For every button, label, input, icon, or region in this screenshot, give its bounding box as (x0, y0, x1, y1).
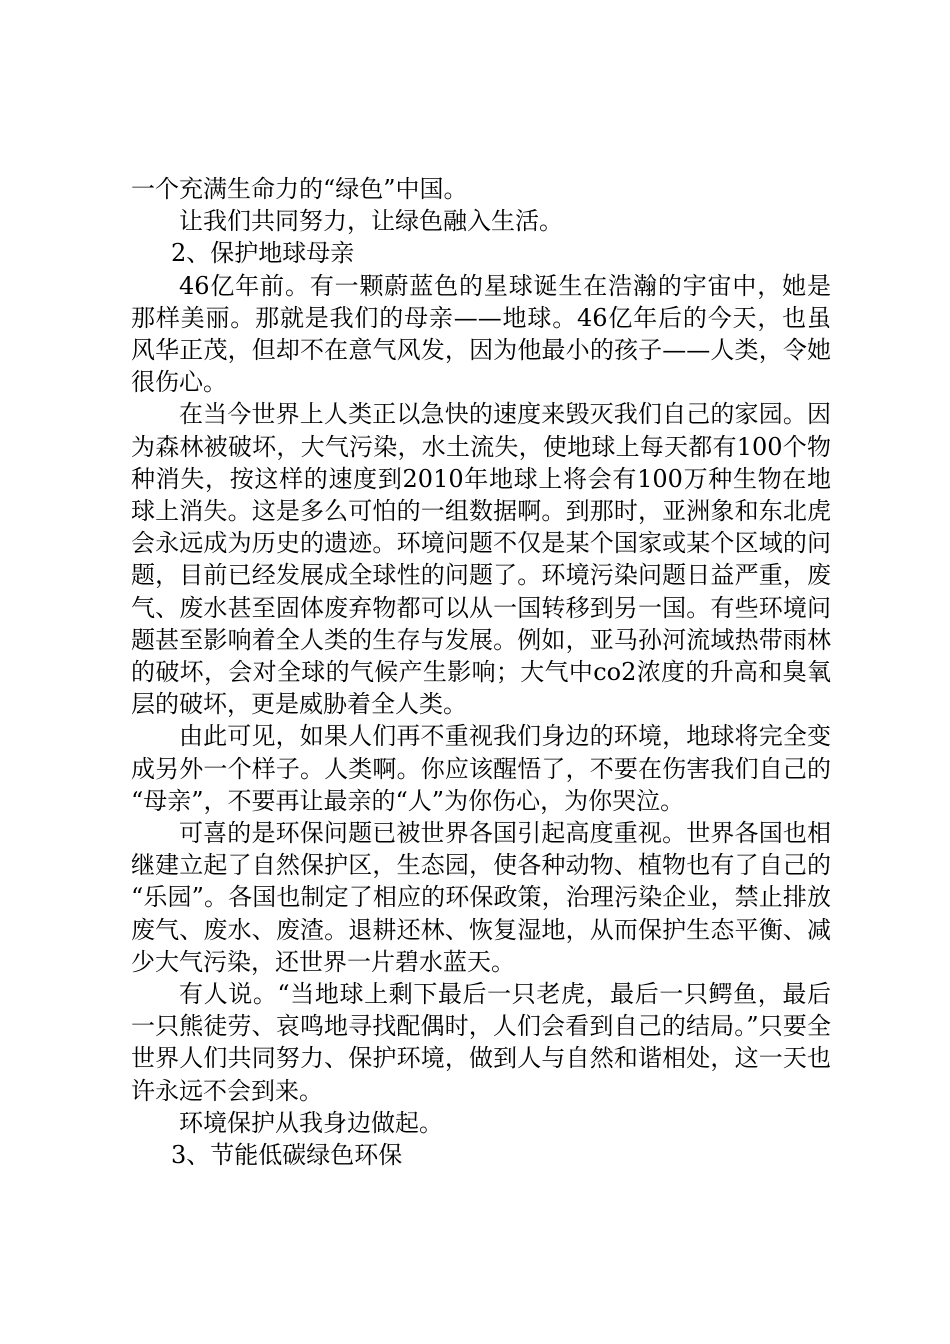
paragraph-good-news: 可喜的是环保问题已被世界各国引起高度重视。世界各国也相继建立起了自然保护区，生态园，使各种动物、植物也有了自己的“乐园”。各国也制定了相应的环保政策，治理污染企业，禁止排放废气、废水、废渣。退耕还林、恢复湿地，从而保护生态平衡、减少大气污染，还世界一片碧水蓝天。 (131, 819, 831, 976)
paragraph-earth-birth: 46亿年前。有一颗蔚蓝色的星球诞生在浩瀚的宇宙中，她是那样美丽。那就是我们的母亲——地球。46亿年后的今天，也虽风华正茂，但却不在意气风发，因为他最小的孩子——人类，令她很伤心。 (131, 271, 831, 397)
section-heading-3: 3、节能低碳绿色环保 (171, 1141, 403, 1170)
paragraph-start-with-me: 环境保护从我身边做起。 (179, 1108, 443, 1137)
paragraph-quote: 有人说。“当地球上剩下最后一只老虎，最后一只鳄鱼，最后一只熊徒劳、哀鸣地寻找配偶时，人们会看到自己的结局。”只要全世界人们共同努力、保护环境，做到人与自然和谐相处，这一天也许永远不会到来。 (131, 980, 831, 1105)
paragraph-continuation: 一个充满生命力的“绿色”中国。 (131, 175, 468, 203)
paragraph-closing: 让我们共同努力，让绿色融入生活。 (179, 207, 563, 236)
section-heading-2: 2、保护地球母亲 (171, 239, 355, 268)
paragraph-destruction: 在当今世界上人类正以急快的速度来毁灭我们自己的家园。因为森林被破坏，大气污染，水土流失，使地球上每天都有100个物种消失，按这样的速度到2010年地球上将会有100万种生物在地球上消失。这是多么可怕的一组数据啊。到那时，亚洲象和东北虎会永远成为历史的遗迹。环境问题不仅是某个国家或某个区域的问题，目前已经发展成全球性的问题了。环境污染问题日益严重，废气、废水甚至固体废弃物都可以从一国转移到另一国。有些环境问题甚至影响着全人类的生存与发展。例如，亚马孙河流域热带雨林的破坏，会对全球的气候产生影响；大气中co2浓度的升高和臭氧层的破坏，更是威胁着全人类。 (131, 400, 831, 719)
paragraph-conclusion: 由此可见，如果人们再不重视我们身边的环境，地球将完全变成另外一个样子。人类啊。你应该醒悟了，不要在伤害我们自己的“母亲”，不要再让最亲的“人”为你伤心，为你哭泣。 (131, 722, 831, 815)
document-page (131, 173, 831, 1171)
